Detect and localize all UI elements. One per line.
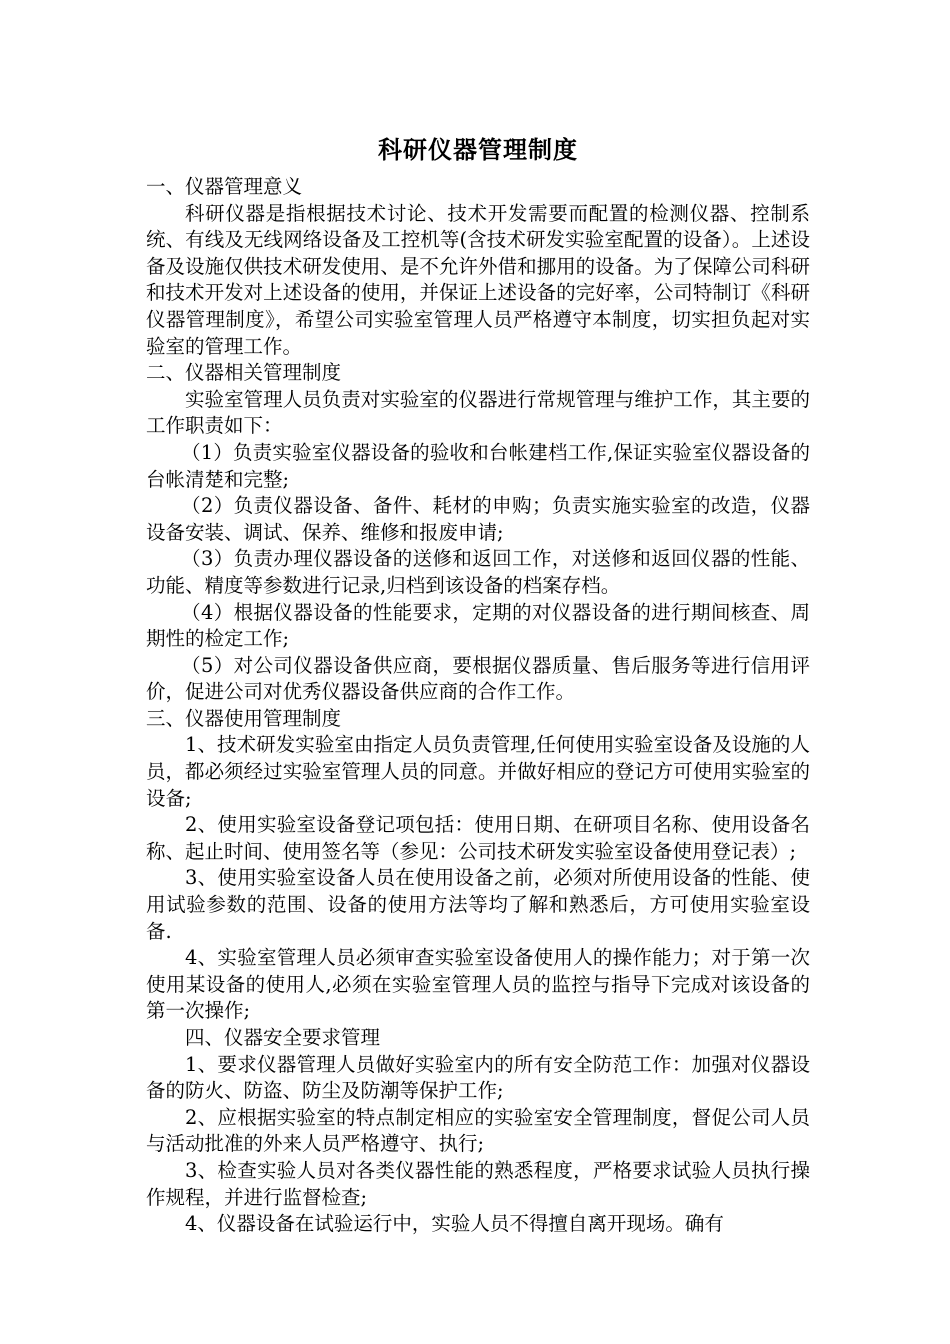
list-item: 4、实验室管理人员必须审查实验室设备使用人的操作能力；对于第一次使用某设备的使用人,必须在实验室管理人员的监控与指导下完成对该设备的第一次操作;: [146, 946, 810, 1023]
list-item: （2）负责仪器设备、备件、耗材的申购；负责实施实验室的改造，仪器设备安装、调试、保养、维修和报废申请;: [146, 494, 810, 544]
paragraph: 实验室管理人员负责对实验室的仪器进行常规管理与维护工作，其主要的工作职责如下：: [146, 387, 810, 438]
list-item: （4）根据仪器设备的性能要求，定期的对仪器设备的进行期间核查、周期性的检定工作;: [146, 600, 810, 651]
list-item: 4、仪器设备在试验运行中，实验人员不得擅自离开现场。确有: [185, 1212, 724, 1236]
list-item: 3、使用实验室设备人员在使用设备之前，必须对所使用设备的性能、使用试验参数的范围、设备的使用方法等均了解和熟悉后，方可使用实验室设备.: [146, 866, 810, 943]
paragraph: 科研仪器是指根据技术讨论、技术开发需要而配置的检测仪器、控制系统、有线及无线网络设备及工控机等(含技术研发实验室配置的设备）。上述设备及设施仅供技术研发使用、是不允许外借和挪用的设备。为了保障公司科研和技术开发对上述设备的使用，并保证上述设备的完好率，公司特制订《科研仪器管理制度》，希望公司实验室管理人员严格遵守本制度，切实担负起对实验室的管理工作。: [146, 201, 810, 358]
document-page: [146, 130, 810, 1238]
section-heading: 四、仪器安全要求管理: [185, 1026, 381, 1049]
list-item: 2、应根据实验室的特点制定相应的实验室安全管理制度，督促公司人员与活动批准的外来人员严格遵守、执行;: [146, 1105, 810, 1156]
list-item: 1、技术研发实验室由指定人员负责管理,任何使用实验室设备及设施的人员，都必须经过实验室管理人员的同意。并做好相应的登记方可使用实验室的设备;: [146, 733, 810, 810]
list-item: 1、要求仪器管理人员做好实验室内的所有安全防范工作：加强对仪器设备的防火、防盗、防尘及防潮等保护工作;: [146, 1052, 810, 1103]
list-item: 2、使用实验室设备登记项包括：使用日期、在研项目名称、使用设备名称、起止时间、使用签名等（参见：公司技术研发实验室设备使用登记表）;: [146, 813, 810, 863]
list-item: （3）负责办理仪器设备的送修和返回工作，对送修和返回仪器的性能、功能、精度等参数进行记录,归档到该设备的档案存档。: [146, 547, 810, 597]
list-item: （5）对公司仪器设备供应商，要根据仪器质量、售后服务等进行信用评价，促进公司对优秀仪器设备供应商的合作工作。: [146, 653, 810, 704]
section-heading: 三、仪器使用管理制度: [146, 706, 342, 730]
document-title: 科研仪器管理制度: [378, 136, 578, 164]
list-item: （1）负责实验室仪器设备的验收和台帐建档工作,保证实验室仪器设备的台帐清楚和完整;: [146, 440, 810, 491]
section-heading: 二、仪器相关管理制度: [146, 361, 342, 385]
list-item: 3、检查实验人员对各类仪器性能的熟悉程度，严格要求试验人员执行操作规程，并进行监督检查;: [146, 1158, 810, 1209]
section-heading: 一、仪器管理意义: [146, 175, 303, 198]
